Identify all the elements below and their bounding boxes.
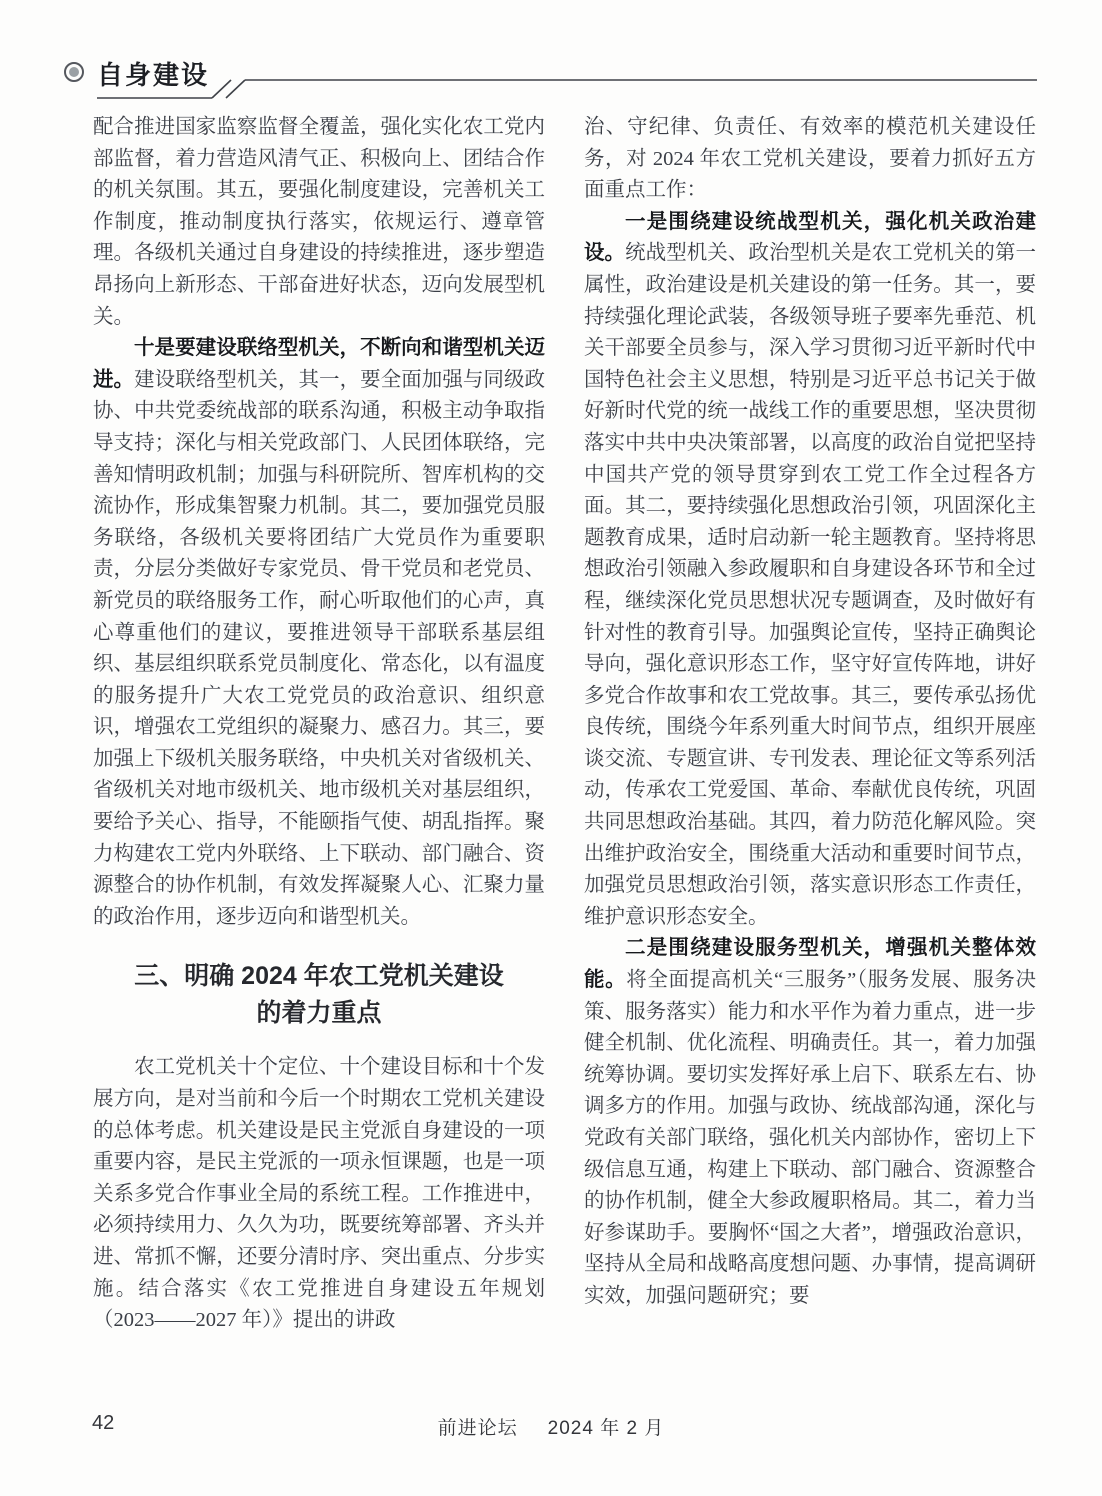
paragraph-point-ten xyxy=(93,333,545,933)
paragraph-text: 统战型机关、政治型机关是农工党机关的第一属性，政治建设是机关建设的第一任务。其一，要持续强化理论武装，各级领导班子要率先垂范、机关干部要全员参与，深入学习贯彻习近平新时代中国特色社会主义思想，特别是习近平总书记关于做好新时代党的统一战线工作的重要思想，坚决贯彻落实中共中央决策部署，以高度的政治自觉把坚持中国共产党的领导贯穿到农工党工作全过程各方面。其二，要持续强化思想政治引领，巩固深化主题教育成果，适时启动新一轮主题教育。坚持将思想政治引领融入参政履职和自身建设各环节和全过程，继续深化党员思想状况专题调查，及时做好有针对性的教育引导。加强舆论宣传，坚持正确舆论导向，强化意识形态工作，坚守好宣传阵地，讲好多党合作故事和农工党故事。其三，要传承弘扬优良传统，围绕今年系列重大时间节点，组织开展座谈交流、专题宣讲、专刊发表、理论征文等系列活动，传承农工党爱国、革命、奉献优良传统，巩固共同思想政治基础。其四，着力防范化解风险。突出维护政治安全，围绕重大活动和重要时间节点，加强党员思想政治引领，落实意识形态工作责任，维护意识形态安全。 xyxy=(584,242,1037,928)
page-number: 42 xyxy=(92,1412,115,1434)
paragraph-bold-lead: 十是要建设联络型机关，不断向和谐型机关迈进。 xyxy=(93,337,545,391)
journal-name: 前进论坛 xyxy=(437,1418,518,1439)
issue-date: 2024 年 2 月 xyxy=(547,1418,665,1439)
paragraph-overview xyxy=(93,1052,545,1336)
paragraph-text: 治、守纪律、负责任、有效率的模范机关建设任务，对 2024 年农工党机关建设，要着力抓好五方面重点工作： xyxy=(584,116,1036,202)
paragraph-continuation xyxy=(584,112,1036,207)
section-heading-line2: 的着力重点 xyxy=(256,999,382,1028)
section-label: 自身建设 xyxy=(97,60,210,90)
right-column xyxy=(584,112,1036,1337)
paragraph-bold-lead: 一是围绕建设统战型机关，强化机关政治建设。 xyxy=(584,210,1036,265)
footer-journal-line xyxy=(0,1413,1102,1440)
paragraph-point-two xyxy=(584,933,1036,1312)
article-body xyxy=(93,112,1036,1337)
paragraph-point-one xyxy=(584,207,1036,934)
left-column xyxy=(93,112,545,1337)
section-heading xyxy=(93,958,545,1032)
paragraph-text: 建设联络型机关，其一，要全面加强与同级政协、中共党委统战部的联系沟通，积极主动争取指导支持；深化与相关党政部门、人民团体联络，完善知情明政机制；加强与科研院所、智库机构的交流协作，形成集智聚力机制。其二，要加强党员服务联络，各级机关要将团结广大党员作为重要职责，分层分类做好专家党员、骨干党员和老党员、新党员的联络服务工作，耐心听取他们的心声，真心尊重他们的建议，要推进领导干部联系基层组织、基层组织联系党员制度化、常态化，以有温度的服务提升广大农工党党员的政治意识、组织意识，增强农工党组织的凝聚力、感召力。其三，要加强上下级机关服务联络，中央机关对省级机关、省级机关对地市级机关、地市级机关对基层组织，要给予关心、指导，不能颐指气使、胡乱指挥。聚力构建农工党内外联络、上下联动、部门融合、资源整合的协作机制，有效发挥凝聚人心、汇聚力量的政治作用，逐步迈向和谐型机关。 xyxy=(93,368,546,928)
paragraph-text: 配合推进国家监察监督全覆盖，强化实化农工党内部监督，着力营造风清气正、积极向上、团结合作的机关氛围。其五，要强化制度建设，完善机关工作制度，推动制度执行落实，依规运行、遵章管理。各级机关通过自身建设的持续推进，逐步塑造昂扬向上新形态、干部奋进好状态，迈向发展型机关。 xyxy=(93,116,545,328)
paragraph-text: 将全面提高机关“三服务”（服务发展、服务决策、服务落实）能力和水平作为着力重点，进一步健全机制、优化流程、明确责任。其一，着力加强统筹协调。要切实发挥好承上启下、联系左右、协调多方的作用。加强与政协、统战部沟通，深化与党政有关部门联络，强化机关内部协作，密切上下级信息互通，构建上下联动、部门融合、资源整合的协作机制，健全大参政履职格局。其二，着力当好参谋助手。要胸怀“国之大者”，增强政治意识，坚持从全局和战略高度想问题、办事情，提高调研实效，加强问题研究；要 xyxy=(584,969,1036,1307)
header-rule-decoration xyxy=(0,0,1102,120)
paragraph-text: 农工党机关十个定位、十个建设目标和十个发展方向，是对当前和今后一个时期农工党机关建设的总体考虑。机关建设是民主党派自身建设的一项重要内容，是民主党派的一项永恒课题，也是一项关系多党合作事业全局的系统工程。工作推进中，必须持续用力、久久为功，既要统筹部署、齐头并进、常抓不懈，还要分清时序、突出重点、分步实施。结合落实《农工党推进自身建设五年规划（2023——2027 年）》提出的讲政 xyxy=(93,1056,545,1332)
paragraph-bold-lead: 二是围绕建设服务型机关，增强机关整体效能。 xyxy=(584,937,1036,992)
section-heading-line1: 三、明确 2024 年农工党机关建设 xyxy=(134,962,504,991)
paragraph-continuation xyxy=(93,112,545,333)
